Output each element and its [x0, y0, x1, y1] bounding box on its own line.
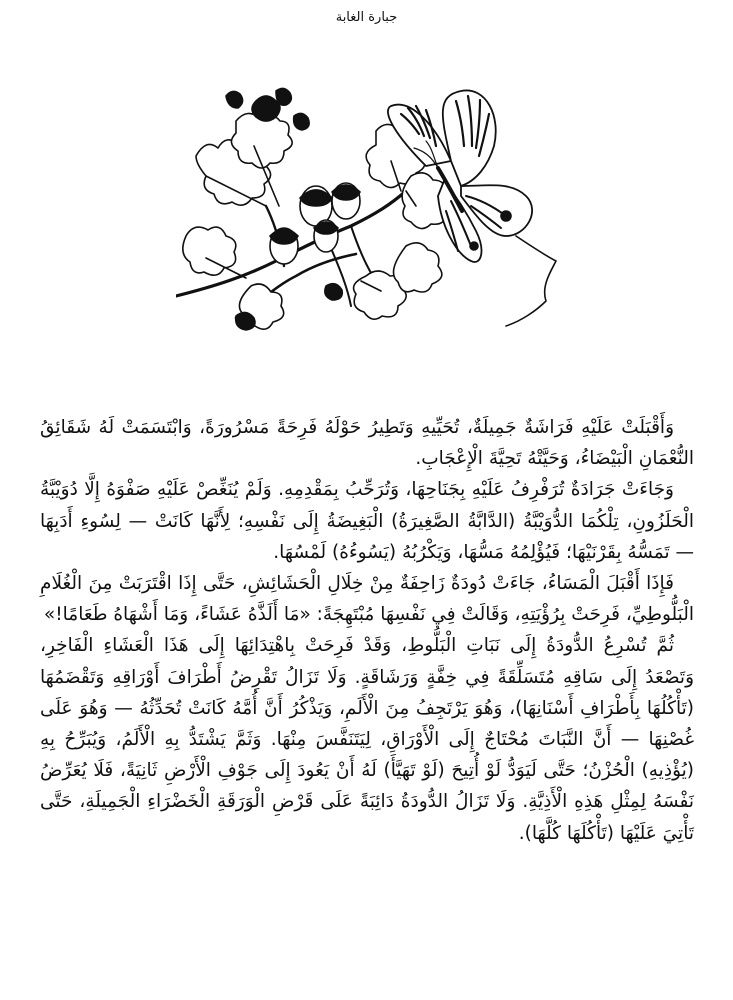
paragraph-3: فَإِذَا أَقْبَلَ الْمَسَاءُ، جَاءَتْ دُودَةٌ زَاحِفَةٌ مِنْ خِلَالِ الْحَشَائِشِ، حَتَّى إِذَا اقْتَرَبَتْ مِنَ الْغُلَامِ الْبَلُّوطِيِّ، فَرِحَتْ بِرُؤْيَتِهِ، وَقَالَتْ فِي نَفْسِهَا مُبْتَهِجَةً: «مَا أَلَذَّهُ عَشَاءً، وَمَا أَشْهَاهُ طَعَامًا!»: [40, 573, 694, 626]
butterfly-oak-illustration-icon: [176, 86, 566, 346]
story-text: [40, 412, 694, 849]
paragraph-1: وَأَقْبَلَتْ عَلَيْهِ فَرَاشَةٌ جَمِيلَةٌ، تُحَيِّيهِ وَتَطِيرُ حَوْلَهُ فَرِحَةً مَسْرُورَةً، وَابْتَسَمَتْ لَهُ شَقَائِقُ النُّعْمَانِ الْبَيْضَاءُ، وَحَيَّتْهُ تَحِيَّةَ الْإِعْجَابِ.: [40, 417, 694, 470]
paragraph-4: ثُمَّ تُسْرِعُ الدُّودَةُ إِلَى نَبَاتِ الْبَلُّوطِ، وَقَدْ فَرِحَتْ بِاهْتِدَائِهَا إِلَى هَذَا الْعَشَاءِ الْفَاخِرِ، وَتَصْعَدُ إِلَى سَاقِهِ مُتَسَلِّقَةً فِي خِفَّةٍ وَرَشَاقَةٍ. وَلَا تَزَالُ تَقْرِضُ أَطْرَافَ أَوْرَاقِهِ وَتَقْضَمُهَا (تَأْكُلُهَا بِأَطْرَافِ أَسْنَانِهَا)، وَهُوَ يَرْتَجِفُ مِنَ الْأَلَمِ، وَيَذْكُرُ أَنَّ أُمَّهُ كَانَتْ تُحَدِّثُهُ — وَهُوَ عَلَى غُصْنِهَا — أَنَّ النَّبَاتَ مُحْتَاجٌ إِلَى الْأَوْرَاقِ، لِيَتَنَفَّسَ مِنْهَا. وَثَمَّ يَشْتَدُّ بِهِ الْأَلَمُ، وَيُبَرِّحُ بِهِ (يُؤْذِيهِ) الْحُزْنُ؛ حَتَّى لَيَوَدُّ لَوْ أُتِيحَ (لَوْ تَهَيَّأَ) لَهُ أَنْ يَعُودَ إِلَى جَوْفِ الْأَرْضِ ثَانِيَةً، فَلَا يُعَرِّضُ نَفْسَهُ لِمِثْلِ هَذِهِ الْأَذِيَّةِ. وَلَا تَزَالُ الدُّودَةُ دَائِبَةً عَلَى قَرْضِ الْوَرَقَةِ الْخَضْرَاءِ الْجَمِيلَةِ، حَتَّى تَأْتِيَ عَلَيْهَا (تَأْكُلَهَا كُلَّهَا).: [40, 635, 694, 844]
page-header-title: جبارة الغابة: [335, 10, 398, 25]
paragraph-2: وَجَاءَتْ جَرَادَةٌ تُرَفْرِفُ عَلَيْهِ بِجَنَاحِهَا، وَتُرَحِّبُ بِمَقْدِمِهِ. وَلَمْ يُنَغِّصْ عَلَيْهِ صَفْوَهُ إِلَّا دُوَيْبَّةُ الْحَلَزُونِ، تِلْكُمَا الدُّوَيْبَّةُ (الدَّابَّةُ الصَّغِيرَةُ) الْبَغِيضَةُ إِلَى نَفْسِهِ؛ لِأَنَّهَا كَانَتْ — لِسُوءِ أَدَبِهَا — تَمَسُّهُ بِقَرْنَيْهَا؛ فَيُؤْلِمُهُ مَسُّهَا، وَيَكْرُبُهُ (يَسُوءُهُ) لَمْسُهَا.: [40, 479, 694, 563]
